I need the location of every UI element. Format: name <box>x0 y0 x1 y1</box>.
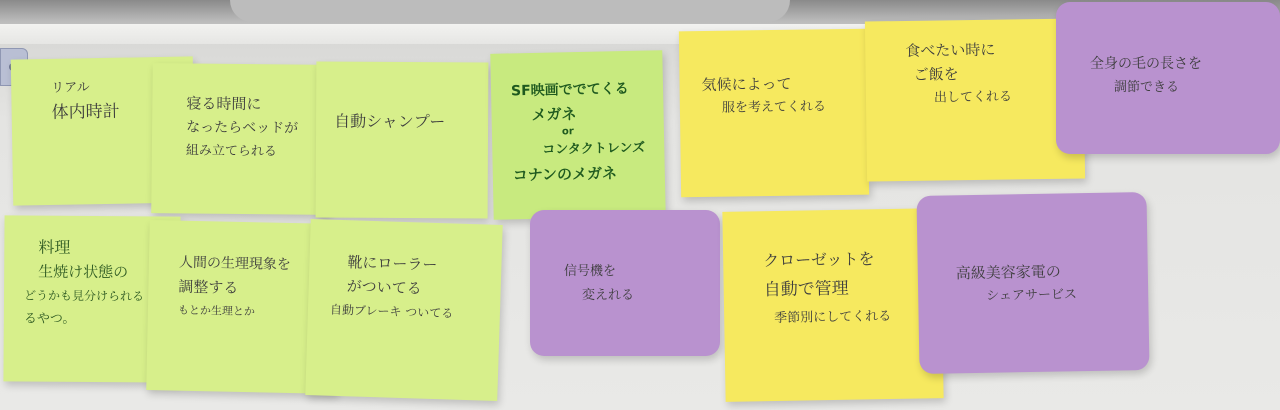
note-line: 調節できる <box>1114 80 1180 95</box>
note-line: 出してくれる <box>933 89 1013 106</box>
note-line: リアル <box>51 80 90 96</box>
note-line: 自動シャンプー <box>334 111 446 132</box>
note-line: 調整する <box>178 277 239 297</box>
note-line: るやつ。 <box>23 311 76 327</box>
note-line: 高級美容家電の <box>955 262 1061 283</box>
note-line: 靴にローラー <box>347 253 438 275</box>
note-line: がついてる <box>346 277 422 298</box>
note-line: どうかも見分けられる <box>23 288 145 304</box>
note-line: 組み立てられる <box>185 143 277 160</box>
note-line: メガネ <box>531 105 577 124</box>
note-line: 信号機を <box>564 264 617 279</box>
note-line: 季節別にしてくれる <box>774 308 892 327</box>
sticky-note-climate-clothes <box>679 29 869 198</box>
note-line: 自動ブレーキ ついてる <box>329 302 454 321</box>
note-line: or <box>561 126 574 138</box>
note-line: 変えれる <box>582 288 635 303</box>
sticky-note-bed-assembly <box>151 63 331 215</box>
note-line: 気候によって <box>701 74 792 95</box>
sticky-note-traffic-light <box>530 210 720 356</box>
note-line: もとか生理とか <box>177 303 256 319</box>
note-line: SF映画ででてくる <box>510 80 629 100</box>
sticky-note-auto-shampoo <box>316 62 489 219</box>
note-line: 料理 <box>38 237 71 257</box>
note-line: ご飯を <box>913 65 959 84</box>
note-line: コンタクトレンズ <box>542 140 646 158</box>
note-line: 服を考えてくれる <box>721 99 827 116</box>
sticky-note-serve-food <box>865 18 1085 181</box>
note-line: 体内時計 <box>51 101 120 123</box>
note-line: クローゼットを <box>763 249 875 271</box>
sticky-note-sf-glasses <box>490 50 665 220</box>
note-line: シェアサービス <box>986 287 1078 304</box>
sticky-note-body-hair <box>1056 2 1280 154</box>
note-line: 生焼け状態の <box>38 262 129 282</box>
note-line: 食べたい時に <box>905 40 996 60</box>
note-line: 人間の生理現象を <box>178 254 292 273</box>
note-line: 寝る時間に <box>186 94 262 114</box>
sticky-note-closet <box>722 208 943 402</box>
person-clothing <box>230 0 790 22</box>
note-line: なったらベッドが <box>186 119 299 137</box>
note-line: 全身の毛の長さを <box>1090 56 1202 72</box>
note-line: 自動で管理 <box>763 278 849 301</box>
sticky-note-roller-shoes <box>305 219 502 401</box>
sticky-note-beauty-appliance <box>916 192 1149 374</box>
note-line: コナンのメガネ <box>512 164 618 185</box>
